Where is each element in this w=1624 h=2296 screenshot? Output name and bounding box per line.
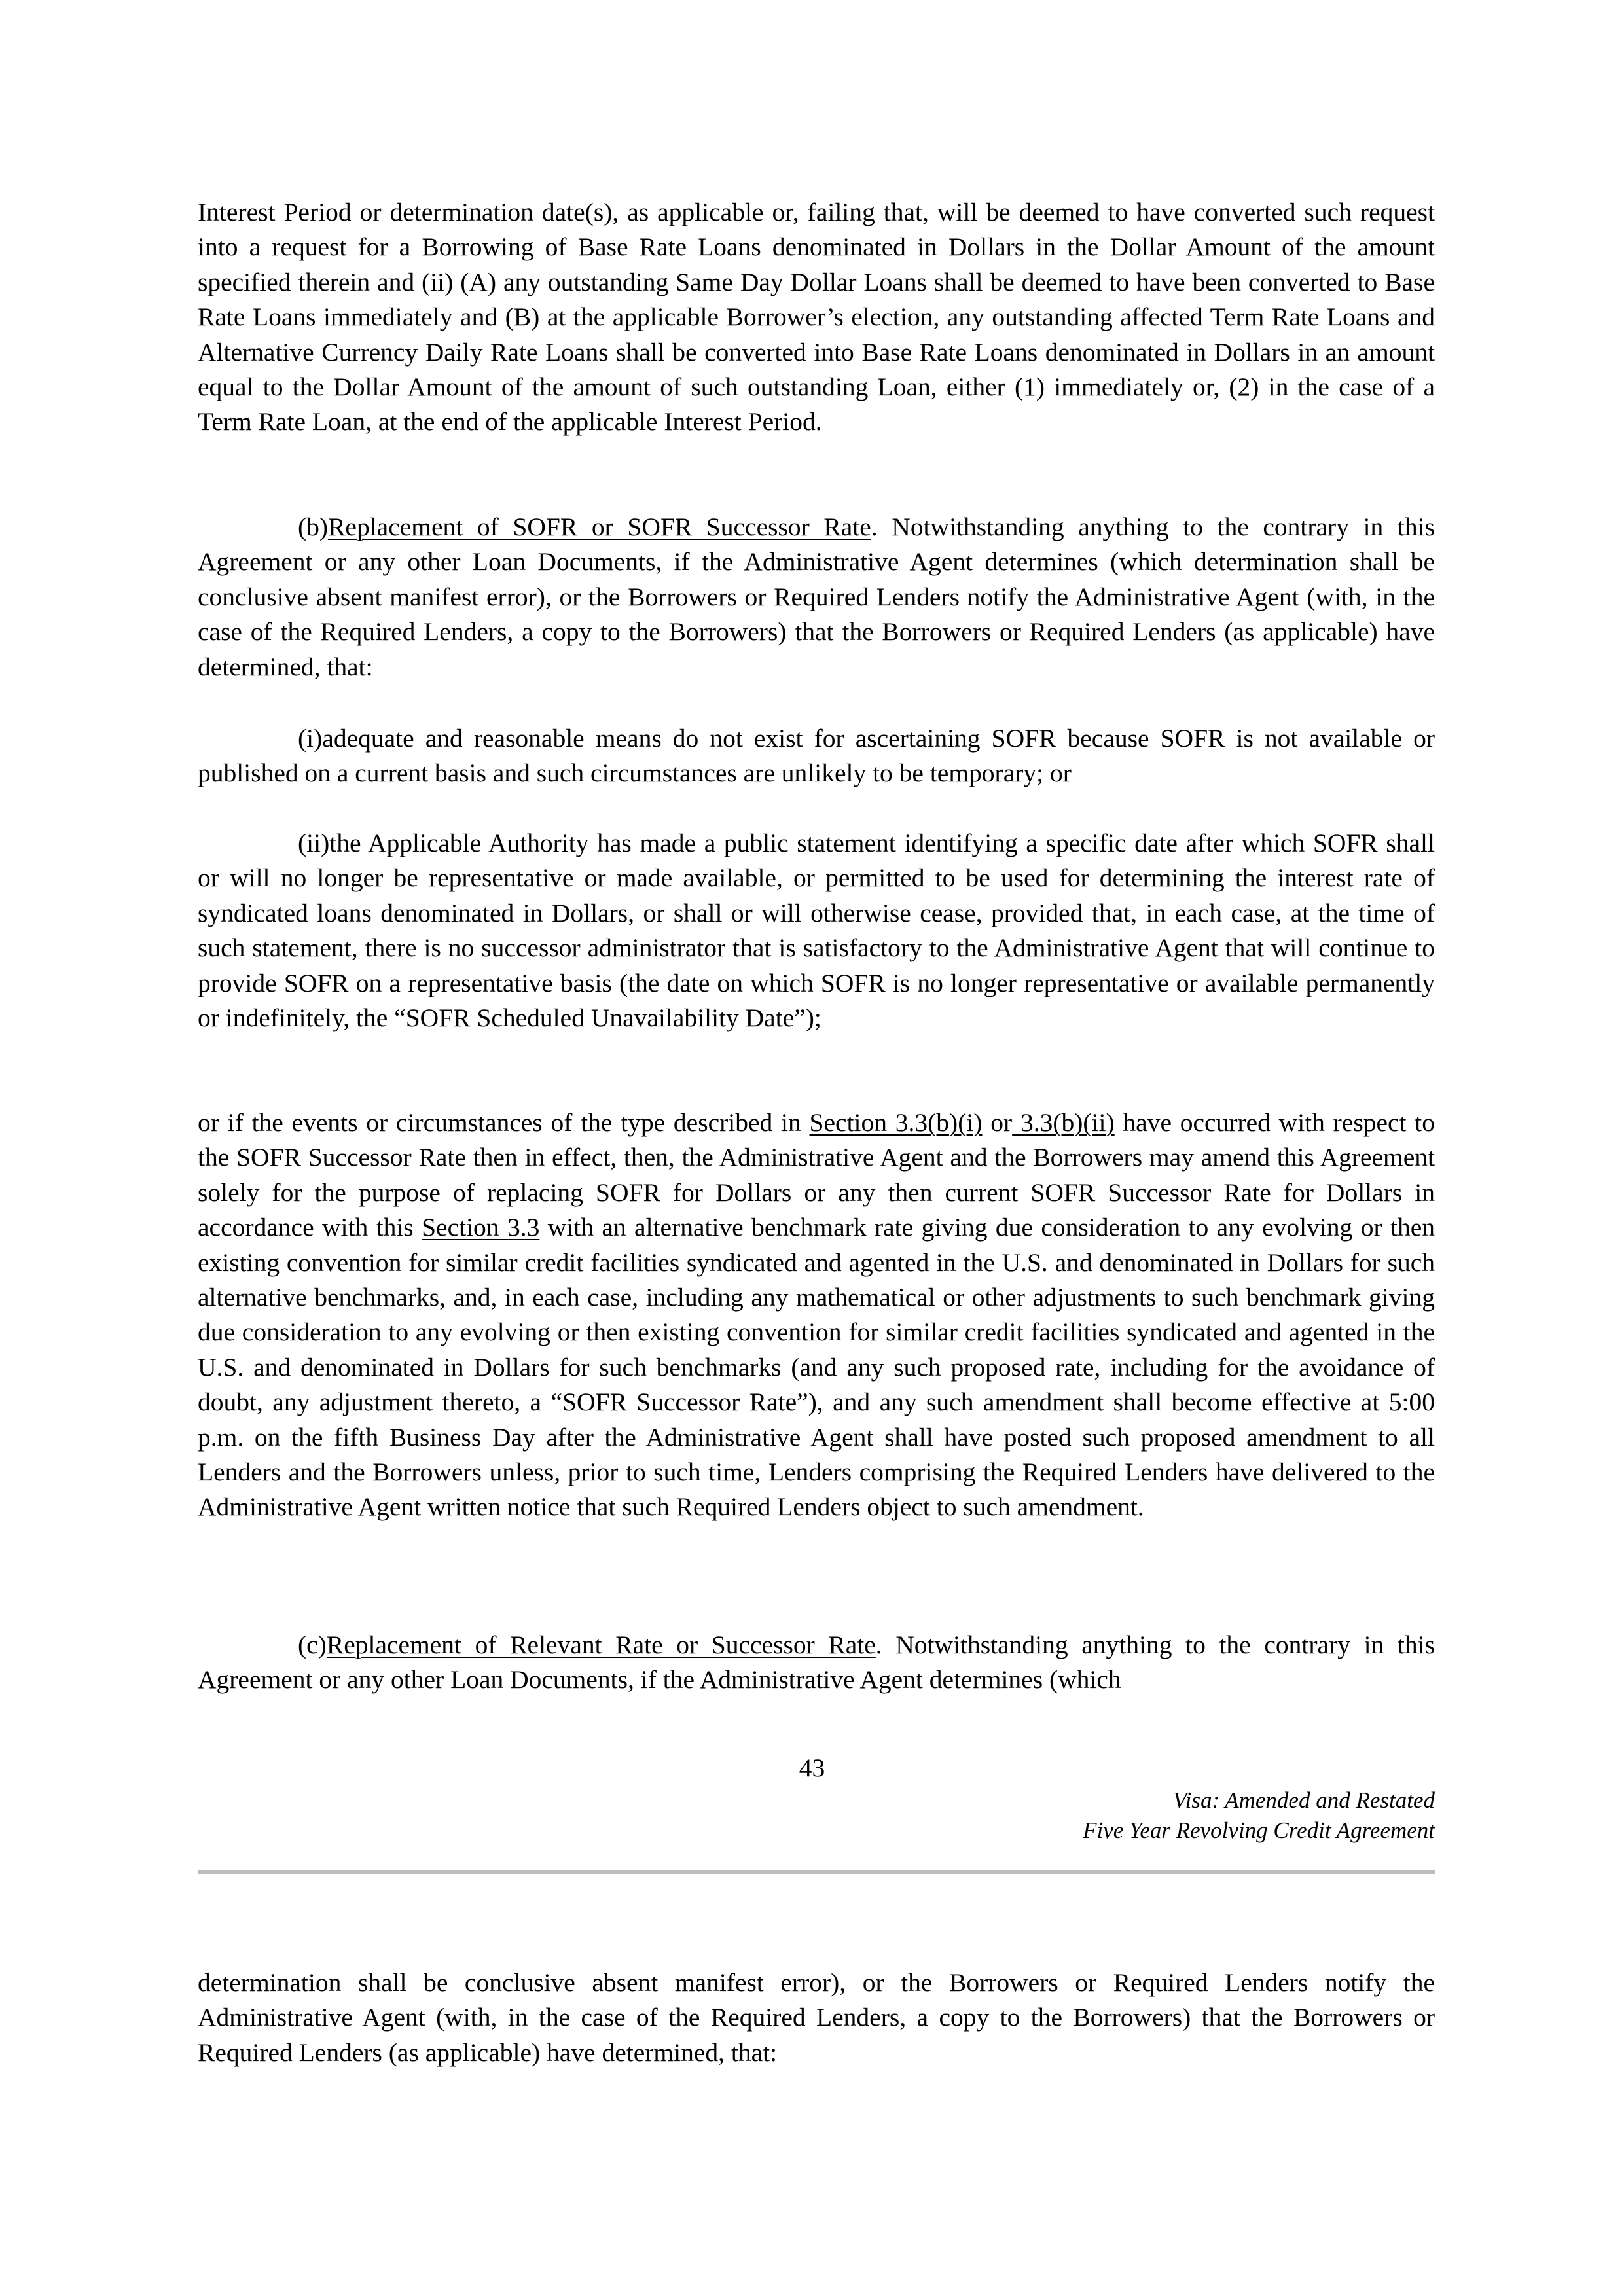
footer-document-title-line-1: Visa: Amended and Restated (1172, 1787, 1435, 1813)
paragraph-text: or if the events or circumstances of the type described in (198, 1108, 810, 1137)
clause-marker-c: (c) (298, 1630, 327, 1659)
paragraph-c-body: . Notwithstanding anything to the contrary in this Agreement or any other Loan Documents, if the Administrative Agent determines (which (198, 1630, 1435, 1695)
clause-marker-b: (b) (298, 512, 329, 541)
paragraph-text: have occurred with respect to the SOFR Successor Rate then in effect, then, the Administrative Agent and the Borrowers may amend this Agreement solely for the purpose of replacing SOFR for Dollars or any then current SOFR Successor Rate for Dollars in accordance with this (198, 1108, 1435, 1242)
paragraph-b-replacement-of-sofr (198, 510, 1435, 685)
section-reference-link[interactable]: 3.3(b)(ii) (1012, 1108, 1115, 1137)
paragraph-text: or (982, 1108, 1013, 1137)
paragraph-b-i: (i)adequate and reasonable means do not exist for ascertaining SOFR because SOFR is not available or published on a current basis and such circumstances are unlikely to be temporary; or (198, 724, 1435, 788)
paragraph-sofr-successor-rate (198, 1105, 1435, 1525)
footer-document-title-line-2: Five Year Revolving Credit Agreement (1083, 1818, 1435, 1843)
paragraph-next-page-continuation: determination shall be conclusive absent manifest error), or the Borrowers or Required Lenders notify the Administrative Agent (with, in the case of the Required Lenders, a copy to the Borrowers) that the Borrowers or Required Lenders (as applicable) have determined, that: (198, 1968, 1435, 2067)
section-reference-link[interactable]: Section 3.3 (422, 1213, 540, 1242)
section-reference-link[interactable]: Section 3.3(b)(i) (809, 1108, 983, 1137)
paragraph-interest-period-continuation: Interest Period or determination date(s), as applicable or, failing that, will be deemed to have converted such request into a request for a Borrowing of Base Rate Loans denominated in Dollars in the Dollar Amount of the amount specified therein and (ii) (A) any outstanding Same Day Dollar Loans shall be deemed to have been converted to Base Rate Loans immediately and (B) at the applicable Borrower’s election, any outstanding affected Term Rate Loans and Alternative Currency Daily Rate Loans shall be converted into Base Rate Loans denominated in Dollars in an amount equal to the Dollar Amount of the amount of such outstanding Loan, either (1) immediately or, (2) in the case of a Term Rate Loan, at the end of the applicable Interest Period. (198, 198, 1435, 437)
paragraph-b-ii: (ii)the Applicable Authority has made a public statement identifying a specific date after which SOFR shall or will no longer be representative or made available, or permitted to be used for determining the interest rate of syndicated loans denominated in Dollars, or shall or will otherwise cease, provided that, in each case, at the time of such statement, there is no successor administrator that is satisfactory to the Administrative Agent that will continue to provide SOFR on a representative basis (the date on which SOFR is no longer representative or available permanently or indefinitely, the “SOFR Scheduled Unavailability Date”); (198, 829, 1435, 1033)
page-number: 43 (799, 1753, 825, 1782)
paragraph-c-replacement-of-relevant-rate (198, 1628, 1435, 1698)
page-break-divider (198, 1870, 1435, 1874)
paragraph-b-body: . Notwithstanding anything to the contrary in this Agreement or any other Loan Documents, if the Administrative Agent determines (which determination shall be conclusive absent manifest error), or the Borrowers or Required Lenders notify the Administrative Agent (with, in the case of the Required Lenders, a copy to the Borrowers) that the Borrowers or Required Lenders (as applicable) have determined, that: (198, 512, 1435, 681)
paragraph-text: with an alternative benchmark rate giving due consideration to any evolving or then existing convention for similar credit facilities syndicated and agented in the U.S. and denominated in Dollars for such alternative benchmarks, and, in each case, including any mathematical or other adjustments to such benchmark giving due consideration to any evolving or then existing convention for similar credit facilities syndicated and agented in the U.S. and denominated in Dollars for such benchmarks (and any such proposed rate, including for the avoidance of doubt, any adjustment thereto, a “SOFR Successor Rate”), and any such amendment shall become effective at 5:00 p.m. on the fifth Business Day after the Administrative Agent shall have posted such proposed amendment to all Lenders and the Borrowers unless, prior to such time, Lenders comprising the Required Lenders have delivered to the Administrative Agent written notice that such Required Lenders object to such amendment. (198, 1213, 1435, 1522)
section-heading-replacement-of-sofr: Replacement of SOFR or SOFR Successor Rate (328, 512, 871, 541)
section-heading-replacement-of-relevant-rate: Replacement of Relevant Rate or Successor Rate (326, 1630, 876, 1659)
